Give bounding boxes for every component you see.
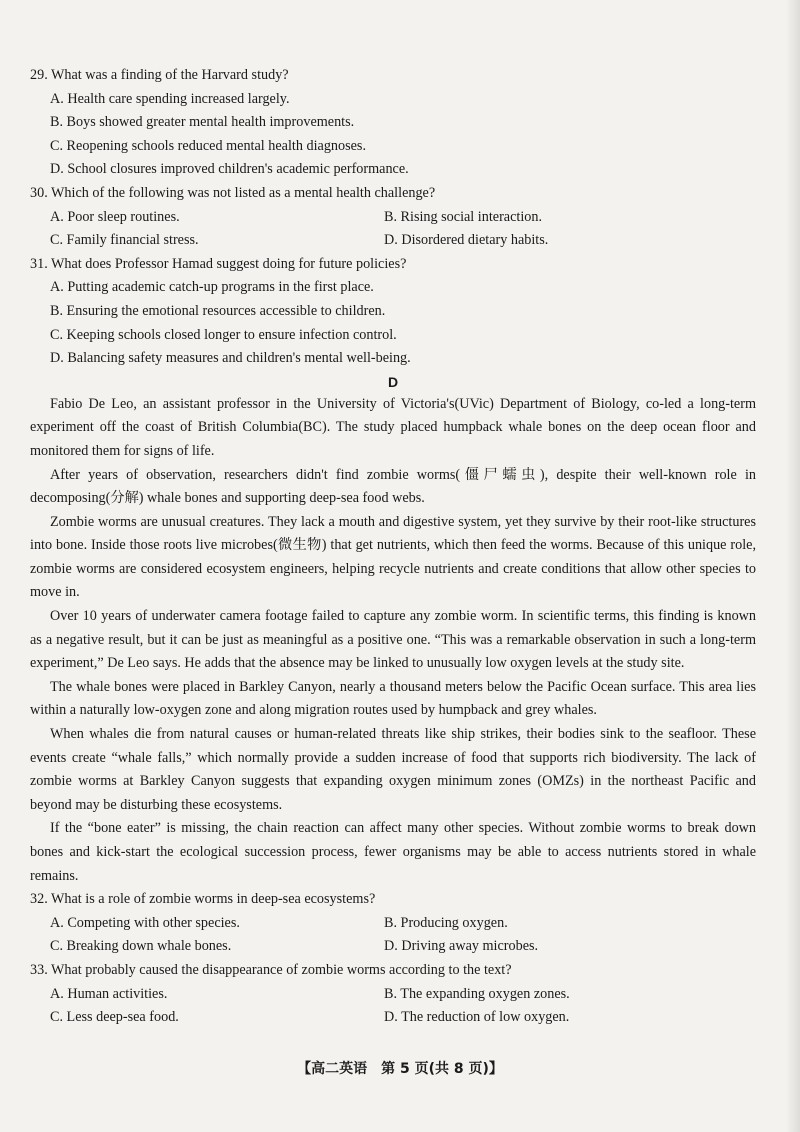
- option-grid: [30, 206, 756, 253]
- option-b: B. The expanding oxygen zones.: [384, 985, 570, 1002]
- option-d: D. The reduction of low oxygen.: [384, 1009, 570, 1026]
- option-grid: [30, 912, 756, 959]
- page-footer: 【高二英语 第 5 页(共 8 页)】: [297, 1061, 503, 1077]
- scan-shadow: [786, 0, 800, 1132]
- question-stem: 33. What probably caused the disappearance of zombie worms according to the text?: [30, 961, 512, 978]
- option-c: C. Less deep-sea food.: [50, 1009, 179, 1026]
- section-heading: D: [387, 373, 399, 390]
- question-30: [30, 182, 756, 253]
- passage-paragraph: If the “bone eater” is missing, the chain reaction can affect many other species. Without zombie worms to break down bones and kick-start the ecological succession process, fewer organisms may be able to access nutrients stored in whale remains.: [30, 820, 756, 884]
- question-stem: 31. What does Professor Hamad suggest doing for future policies?: [30, 255, 407, 272]
- passage-paragraph: Zombie worms are unusual creatures. They lack a mouth and digestive system, yet they survive by their root-like structures into bone. Inside those roots live microbes(微生物) that get nutrients, which then feed the worms. Because of this unique role, zombie worms are considered ecosystem engineers, helping recycle nutrients and create conditions that allow other species to move in.: [30, 513, 756, 601]
- question-33: [30, 959, 756, 1030]
- question-29: [30, 64, 756, 182]
- option-a: A. Health care spending increased largely.: [50, 90, 290, 107]
- option-b: B. Ensuring the emotional resources accessible to children.: [50, 302, 386, 319]
- option-c: C. Reopening schools reduced mental health diagnoses.: [50, 137, 366, 154]
- option-a: A. Human activities.: [50, 985, 168, 1002]
- question-32: [30, 888, 756, 959]
- option-c: C. Family financial stress.: [50, 232, 199, 249]
- passage-paragraph: After years of observation, researchers didn't find zombie worms(僵尸蠕虫), despite their well-known role in decomposing(分解) whale bones and supporting deep-sea food webs.: [30, 466, 756, 507]
- question-stem: 30. Which of the following was not listed as a mental health challenge?: [30, 184, 436, 201]
- passage-paragraph: The whale bones were placed in Barkley Canyon, nearly a thousand meters below the Pacific Ocean surface. This area lies within a naturally low-oxygen zone and along migration routes used by humpback and grey whales.: [30, 678, 756, 719]
- question-stem: 32. What is a role of zombie worms in deep-sea ecosystems?: [30, 891, 376, 908]
- option-b: B. Boys showed greater mental health improvements.: [50, 114, 355, 131]
- option-c: C. Breaking down whale bones.: [50, 938, 232, 955]
- option-b: B. Producing oxygen.: [384, 914, 508, 931]
- option-c: C. Keeping schools closed longer to ensure infection control.: [50, 326, 397, 343]
- passage-paragraph: Over 10 years of underwater camera footage failed to capture any zombie worm. In scientific terms, this finding is known as a negative result, but it can be just as meaningful as a positive one. “This was a remarkable observation in such a long-term experiment,” De Leo says. He adds that the absence may be linked to unusually low oxygen levels at the study site.: [30, 608, 756, 672]
- option-a: A. Putting academic catch-up programs in the first place.: [50, 279, 374, 296]
- option-grid: [30, 983, 756, 1030]
- option-d: D. Disordered dietary habits.: [384, 232, 549, 249]
- reading-passage: [30, 393, 756, 888]
- option-d: D. School closures improved children's academic performance.: [50, 161, 409, 178]
- passage-paragraph: Fabio De Leo, an assistant professor in the University of Victoria's(UVic) Department of Biology, co-led a long-term experiment off the coast of British Columbia(BC). The study placed humpback whale bones on the deep ocean floor and monitored them for signs of life.: [30, 395, 756, 459]
- option-d: D. Driving away microbes.: [384, 938, 539, 955]
- passage-paragraph: When whales die from natural causes or human-related threats like ship strikes, their bodies sink to the seafloor. These events create “whale falls,” which normally provide a sudden increase of food that supports rich biodiversity. The lack of zombie worms at Barkley Canyon suggests that expanding oxygen minimum zones (OMZs) in the northeast Pacific and beyond may be disturbing these ecosystems.: [30, 726, 756, 813]
- option-d: D. Balancing safety measures and children's mental well-being.: [50, 350, 411, 367]
- option-b: B. Rising social interaction.: [384, 208, 543, 225]
- question-stem: 29. What was a finding of the Harvard study?: [30, 67, 289, 83]
- option-a: A. Poor sleep routines.: [50, 208, 180, 225]
- question-31: [30, 253, 756, 371]
- option-a: A. Competing with other species.: [50, 914, 240, 931]
